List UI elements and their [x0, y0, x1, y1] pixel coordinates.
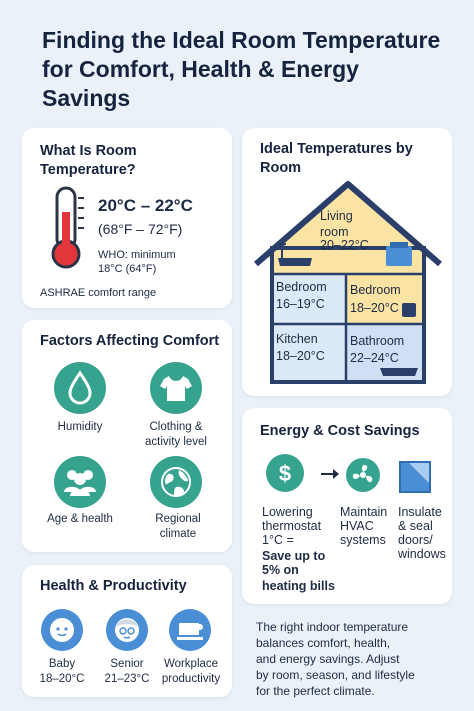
range-celsius: 20°C – 22°C [98, 196, 193, 215]
summary-line3: and energy savings. Adjust [256, 652, 400, 666]
energy-col3-line4: windows [398, 547, 446, 561]
factors-heading: Factors Affecting Comfort [40, 333, 220, 349]
factors-card [22, 320, 232, 552]
health-workplace-value: productivity [161, 673, 221, 685]
who-line1: WHO: minimum [98, 249, 176, 261]
people-icon [54, 456, 106, 508]
energy-heading: Energy & Cost Savings [260, 423, 420, 439]
energy-col1-line3: 1°C = [262, 533, 294, 547]
workplace-circle [169, 609, 211, 651]
window-icon [398, 460, 432, 494]
bathroom-name: Bathroom [350, 334, 405, 348]
energy-col1-line2: thermostat [262, 519, 322, 533]
summary-line5: for the perfect climate. [256, 684, 375, 698]
baby-circle [41, 609, 83, 651]
kitchen-temp: 18–20°C [276, 349, 325, 363]
climate-circle [150, 456, 202, 508]
energy-col2-line1: Maintain [340, 505, 388, 519]
health-card [22, 565, 232, 697]
what-is-heading: What Is Room Temperature? [40, 143, 137, 178]
thermometer-icon [44, 186, 88, 270]
svg-text:$: $ [278, 461, 292, 486]
kitchen-name: Kitchen [276, 332, 318, 346]
energy-col3-line2: & seal [398, 519, 433, 533]
bathroom-temp: 22–24°C [350, 351, 399, 365]
summary-line1: The right indoor temperature [256, 620, 409, 634]
energy-col1-bold2: 5% on [262, 563, 299, 577]
energy-card [242, 408, 452, 604]
health-senior-value: 21–23°C [104, 673, 150, 685]
rooms-card [242, 128, 452, 396]
living-room-name: Living room [320, 209, 353, 239]
hvac-circle [346, 458, 380, 492]
energy-col1-line1: Lowering [262, 505, 313, 519]
workplace-icon [169, 609, 211, 651]
globe-icon [150, 456, 202, 508]
who-line2: 18°C (64°F) [98, 263, 157, 275]
summary-line2: balances comfort, health, [256, 636, 391, 650]
health-heading: Health & Productivity [40, 578, 187, 594]
energy-col3-line3: doors/ [398, 533, 433, 547]
energy-col1-bold1: Save up to [262, 549, 326, 563]
living-room-temp: 20–22°C [320, 238, 369, 252]
bedroom1-temp: 16–19°C [276, 297, 325, 311]
fan-icon [346, 458, 380, 492]
dollar-circle [266, 454, 304, 492]
energy-col3-line1: Insulate [398, 505, 442, 519]
what-is-card [22, 128, 232, 308]
factor-humidity-label: Humidity [57, 421, 103, 433]
senior-icon [106, 609, 148, 651]
range-fahrenheit: (68°F – 72°F) [98, 221, 183, 237]
droplet-icon [54, 362, 106, 414]
dollar-icon [266, 454, 304, 492]
energy-col2-line2: HVAC [340, 519, 374, 533]
baby-icon [41, 609, 83, 651]
humidity-circle [54, 362, 106, 414]
ashrae-label: ASHRAE comfort range [40, 287, 157, 299]
summary-line4: by room, season, and lifestyle [256, 668, 415, 682]
arrow-right-icon [320, 468, 340, 480]
factor-clothing-label: Clothing & activity level [145, 421, 207, 448]
rooms-heading: Ideal Temperatures by Room [260, 141, 413, 176]
bedroom1-name: Bedroom [276, 280, 327, 294]
page-title: Finding the Ideal Room Temperature for Comfort, Health & Energy Savings [42, 27, 441, 111]
bedroom2-name: Bedroom [350, 283, 401, 297]
senior-circle [106, 609, 148, 651]
energy-col1-bold3: heating bills [262, 579, 335, 593]
shirt-icon [150, 362, 202, 414]
bedroom2-temp: 18–20°C [350, 301, 399, 315]
energy-col2-line3: systems [340, 533, 386, 547]
factor-age-label: Age & health [47, 513, 113, 525]
health-baby-label: Baby [48, 658, 76, 670]
age-circle [54, 456, 106, 508]
health-senior-label: Senior [110, 658, 144, 670]
clothing-circle [150, 362, 202, 414]
health-baby-value: 18–20°C [39, 673, 85, 685]
health-workplace-label: Workplace [163, 658, 219, 670]
factor-climate-label: Regional climate [155, 513, 201, 540]
